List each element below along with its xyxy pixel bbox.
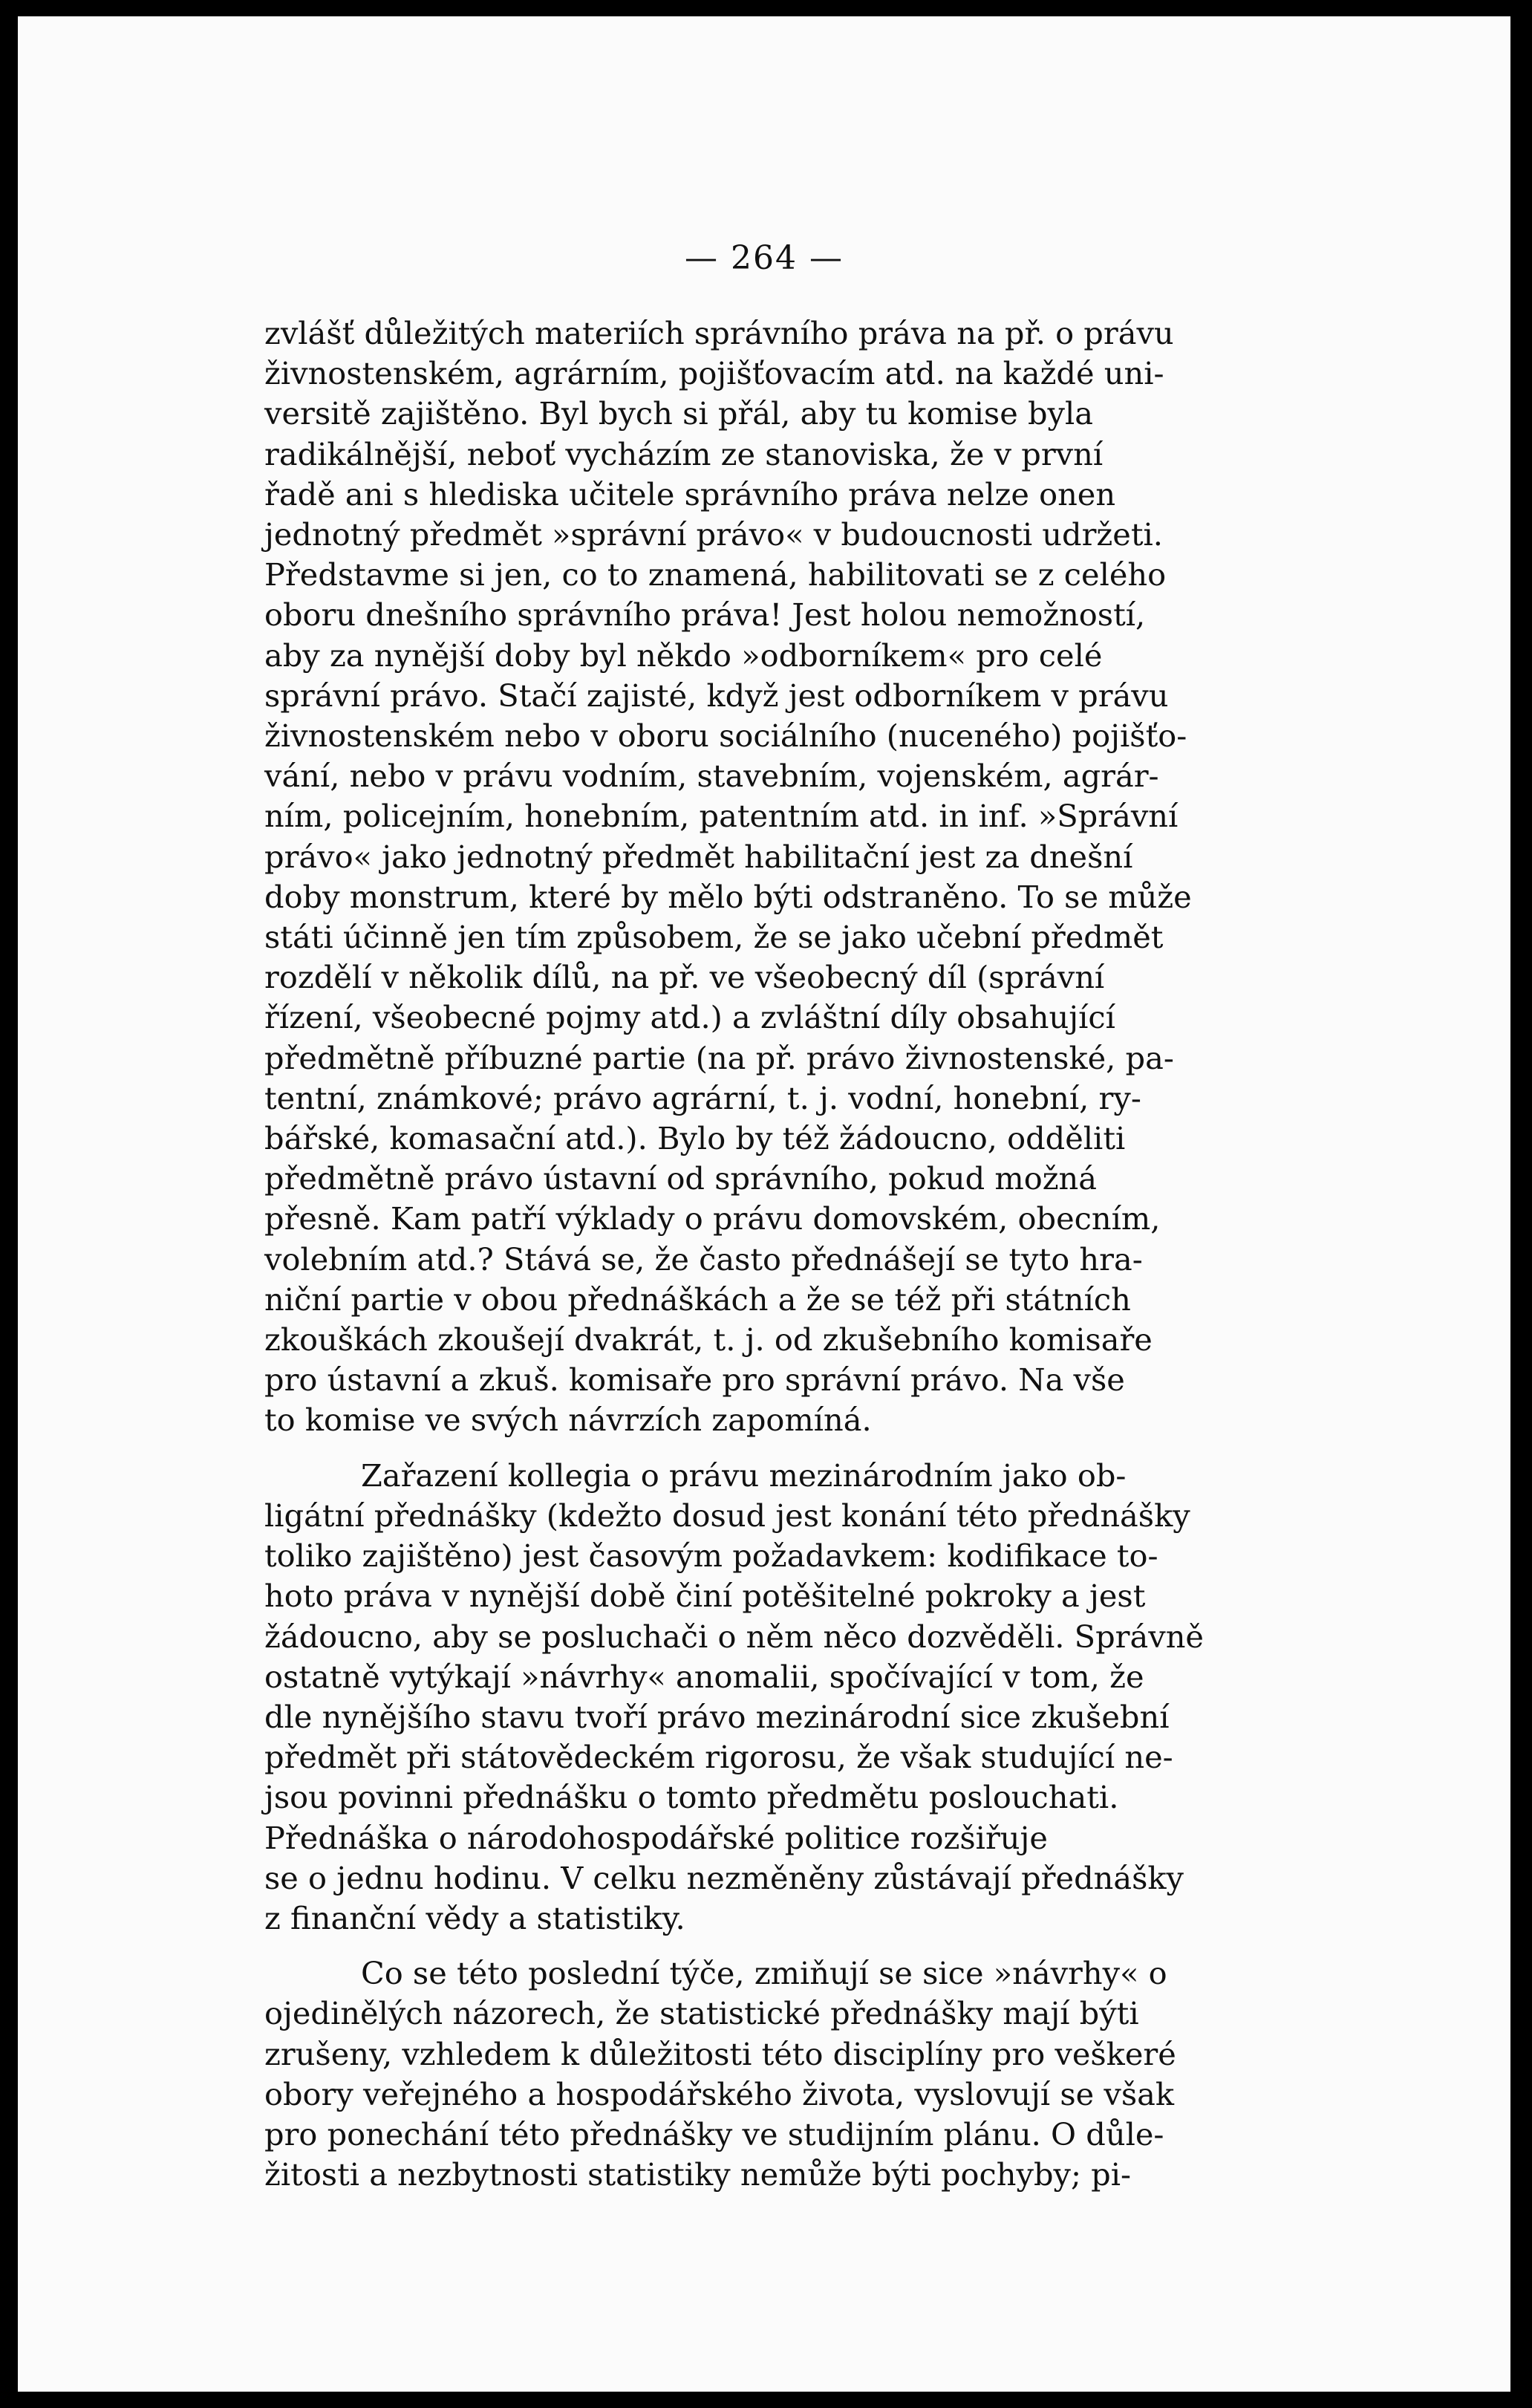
text-line: niční partie v obou přednáškách a že se též při státních <box>264 1281 1131 1318</box>
text-line: Co se této poslední týče, zmiňují se sice »návrhy« o <box>361 1955 1167 1992</box>
text-line: živnostenském nebo v oboru sociálního (nuceného) pojišťo- <box>264 717 1187 755</box>
text-line: rozdělí v několik dílů, na př. ve všeobecný díl (správní <box>264 959 1105 996</box>
text-line: státi účinně jen tím způsobem, že se jako učební předmět <box>264 919 1164 956</box>
paragraph-3 <box>264 1953 1414 2195</box>
text-line: pro ponechání této přednášky ve studijním plánu. O důle- <box>264 2115 1164 2152</box>
text-line: zkouškách zkoušejí dvakrát, t. j. od zkušebního komisaře <box>264 1321 1153 1358</box>
text-line: tentní, známkové; právo agrární, t. j. vodní, honební, ry- <box>264 1079 1141 1116</box>
text-line: dle nynějšího stavu tvoří právo mezinárodní sice zkušební <box>264 1698 1170 1735</box>
text-line: volebním atd.? Stává se, že často přednášejí se tyto hra- <box>264 1240 1143 1278</box>
text-line: se o jednu hodinu. V celku nezměněny zůstávají přednášky <box>264 1859 1184 1896</box>
paragraph-1 <box>264 313 1414 1441</box>
page-number: — 264 — <box>685 239 844 277</box>
text-line: ním, policejním, honebním, patentním atd. in inf. »Správní <box>264 798 1179 835</box>
text-line: toliko zajištěno) jest časovým požadavkem: kodifikace to- <box>264 1537 1158 1575</box>
text-line: přesně. Kam patří výklady o právu domovském, obecním, <box>264 1200 1161 1237</box>
text-line: z finanční vědy a statistiky. <box>264 1899 685 1936</box>
text-line: versitě zajištěno. Byl bych si přál, aby tu komise byla <box>264 395 1094 432</box>
text-line: pro ústavní a zkuš. komisaře pro správní právo. Na vše <box>264 1361 1125 1399</box>
text-line: zrušeny, vzhledem k důležitosti této disciplíny pro veškeré <box>264 2035 1176 2072</box>
text-line: ojedinělých názorech, že statistické přednášky mají býti <box>264 1995 1139 2032</box>
text-line: předmětně příbuzné partie (na př. právo živnostenské, pa- <box>264 1039 1174 1076</box>
text-line: správní právo. Stačí zajisté, když jest odborníkem v právu <box>264 677 1169 714</box>
text-line: Představme si jen, co to znamená, habilitovati se z celého <box>264 556 1167 593</box>
text-line: řízení, všeobecné pojmy atd.) a zvláštní díly obsahující <box>264 999 1115 1036</box>
text-line: Přednáška o národohospodářské politice rozšiřuje <box>264 1819 1048 1856</box>
text-line: ligátní přednášky (kdežto dosud jest konání této přednášky <box>264 1497 1190 1534</box>
text-line: ostatně vytýkají »návrhy« anomalii, spočívající v tom, že <box>264 1658 1144 1695</box>
text-line: živnostenském, agrárním, pojišťovacím atd. na každé uni- <box>264 355 1164 392</box>
body-text <box>264 313 1414 2195</box>
text-line: jsou povinni přednášku o tomto předmětu poslouchati. <box>264 1779 1119 1816</box>
text-line: předmětně právo ústavní od správního, pokud možná <box>264 1160 1098 1197</box>
text-line: obory veřejného a hospodářského života, vyslovují se však <box>264 2075 1175 2112</box>
text-line: hoto práva v nynější době činí potěšitelné pokroky a jest <box>264 1578 1146 1615</box>
text-line: zvlášť důležitých materiích správního práva na př. o právu <box>264 315 1174 351</box>
text-line: oboru dnešního správního práva! Jest holou nemožností, <box>264 596 1146 634</box>
text-line: aby za nynější doby byl někdo »odborníkem« pro celé <box>264 637 1103 674</box>
paragraph-gap <box>264 1441 1414 1456</box>
book-page <box>18 16 1510 2392</box>
text-line: vání, nebo v právu vodním, stavebním, vojenském, agrár- <box>264 758 1159 795</box>
text-line: jednotný předmět »správní právo« v budoucnosti udržeti. <box>264 516 1163 553</box>
text-line: Zařazení kollegia o právu mezinárodním jako ob- <box>361 1457 1127 1494</box>
text-line: žitosti a nezbytnosti statistiky nemůže býti pochyby; pi- <box>264 2156 1132 2193</box>
text-line: žádoucno, aby se posluchači o něm něco dozvěděli. Správně <box>264 1618 1204 1655</box>
text-line: právo« jako jednotný předmět habilitační jest za dnešní <box>264 838 1133 875</box>
text-line: radikálnější, neboť vycházím ze stanoviska, že v první <box>264 435 1104 472</box>
text-line: bářské, komasační atd.). Bylo by též žádoucno, odděliti <box>264 1120 1126 1157</box>
paragraph-gap <box>264 1939 1414 1953</box>
text-line: předmět při státovědeckém rigorosu, že však studující ne- <box>264 1739 1173 1776</box>
text-line: doby monstrum, které by mělo býti odstraněno. To se může <box>264 878 1192 915</box>
text-line: to komise ve svých návrzích zapomíná. <box>264 1402 872 1439</box>
paragraph-2 <box>264 1456 1414 1939</box>
text-line: řadě ani s hlediska učitele správního práva nelze onen <box>264 475 1116 512</box>
